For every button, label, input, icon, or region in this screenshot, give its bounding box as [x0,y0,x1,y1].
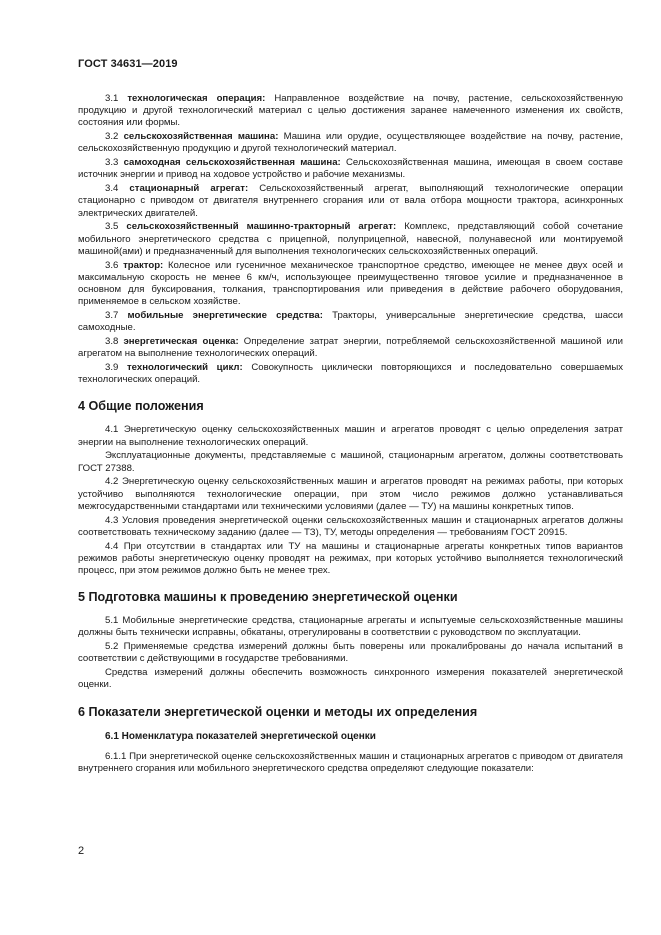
paragraph: 5.1 Мобильные энергетические средства, стационарные агрегаты и испытуемые сельскохозяйственные машины должны быть технически исправны, обкатаны, отрегулированы в соответствии с руководством по эксплуатации. [78,615,623,639]
definition-term: технологический цикл: [126,362,243,374]
paragraph: 4.3 Условия проведения энергетической оценки сельскохозяйственных машин и стационарных агрегатов должны соответствовать техническому заданию (далее — ТЗ), ТУ, методы определения — требованиям ГОСТ 20915. [78,514,623,538]
definition-item [78,336,623,360]
definition-term: сельскохозяйственная машина: [123,131,279,143]
definition-number: 3.1 [105,93,119,104]
definition-term: технологическая операция: [127,93,266,104]
definition-term: самоходная сельскохозяйственная машина: [123,157,341,169]
section-6-title: 6 Показатели энергетической оценки и методы их определения [78,704,478,719]
section-4-title: 4 Общие положения [78,399,204,414]
paragraph: Средства измерений должны обеспечить возможность синхронного измерения показателей энергетической оценки. [78,667,623,691]
definition-item [78,131,623,155]
definition-text: Тракторы, универсальные энергетические средства, шасси самоходные. [78,310,623,334]
paragraph: Эксплуатационные документы, представляемые с машиной, стационарным агрегатом, должны соответствовать ГОСТ 27388. [78,450,623,474]
definition-item [78,362,623,386]
definition-number: 3.2 [105,131,119,143]
definition-number: 3.5 [105,221,119,233]
definition-term: энергетическая оценка: [123,336,239,348]
section-6-body [78,751,623,775]
definition-item [78,221,623,258]
definition-text: Совокупность циклически повторяющихся и последовательно совершаемых технологических операций. [78,362,624,386]
page-number: 2 [78,845,85,857]
definitions-list [78,93,623,386]
definition-number: 3.4 [105,183,119,195]
definition-number: 3.7 [105,310,119,322]
definition-text: Сельскохозяйственный агрегат, выполняющий технологические операции стационарно с приводом от двигателя внутреннего сгорания или от вала отбора мощности трактора, асинхронных электрических двигателей. [78,183,624,219]
definition-text: Определение затрат энергии, потребляемой сельскохозяйственной машиной или агрегатом на выполнение технологических операций. [78,336,623,360]
definition-text: Комплекс, представляющий собой сочетание мобильного энергетического средства с прицепной, полуприцепной, навесной, полунавесной или монтируемой машиной(ами) и предназначенный для выполнения технологических сельскохозяйственных операций. [78,221,623,257]
definition-number: 3.3 [105,157,119,169]
definition-item [78,93,623,130]
definition-number: 3.6 [105,259,119,271]
section-6-subtitle: 6.1 Номенклатура показателей энергетической оценки [105,730,376,742]
definition-term: мобильные энергетические средства: [127,310,323,322]
section-5-title: 5 Подготовка машины к проведению энергетической оценки [78,590,458,605]
definition-number: 3.9 [105,362,119,374]
section-4-body [78,424,623,577]
definition-text: Сельскохозяйственная машина, имеющая в своем составе источник энергии и привод на ходовое устройство и рабочие механизмы. [78,157,623,181]
definition-text: Колесное или гусеничное механическое транспортное средство, имеющее не менее двух осей и максимальную скорость не менее 6 км/ч, использующее преимущественно тяговое усилие и предназначенное в основном для буксирования, толкания, транспортирования или приведения в действие рабочего оборудования, применяемое в сельском хозяйстве. [78,259,623,308]
definition-item [78,260,623,309]
definition-item [78,183,623,220]
paragraph: 4.2 Энергетическую оценку сельскохозяйственных машин и агрегатов проводят на режимах работы, при которых устойчиво выполняются технологические операции, при этом число режимов должно устанавливаться межгосударственными стандартами или техническими условиями (далее — ТУ) на машины конкретных типов. [78,476,623,512]
definition-number: 3.8 [105,336,119,348]
definition-text: Направленное воздействие на почву, растение, сельскохозяйственную продукцию и другой технологический материал с целью достижения заранее намеченного изменения их свойств, состояния или формы. [78,93,623,129]
definition-term: стационарный агрегат: [129,183,249,195]
document-body [78,93,623,777]
definition-term: трактор: [123,259,164,271]
definition-item [78,310,623,334]
paragraph: 5.2 Применяемые средства измерений должны быть поверены или прокалиброваны до начала испытаний в соответствии с действующими в государстве требованиями. [78,641,623,665]
definition-text: Машина или орудие, осуществляющее воздействие на почву, растение, сельскохозяйственную продукцию и другой технологический материал. [78,131,623,155]
page-header: ГОСТ 34631—2019 [78,58,178,70]
paragraph: 4.1 Энергетическую оценку сельскохозяйственных машин и агрегатов проводят с целью определения затрат энергии на выполнение технологических операций. [78,424,623,448]
definition-term: сельскохозяйственный машинно-тракторный агрегат: [126,221,397,233]
section-5-body [78,615,623,691]
paragraph: 6.1.1 При энергетической оценке сельскохозяйственных машин и стационарных агрегатов с приводом от двигателя внутреннего сгорания или мобильного энергетического средства определяют следующие показатели: [78,750,623,774]
paragraph: 4.4 При отсутствии в стандартах или ТУ на машины и стационарные агрегаты конкретных типов вариантов режимов работы энергетическую оценку проводят на режимах, при которых устойчиво выполняется технологический процесс, при этом режимов должно быть не менее трех. [78,540,623,577]
definition-item [78,157,623,181]
